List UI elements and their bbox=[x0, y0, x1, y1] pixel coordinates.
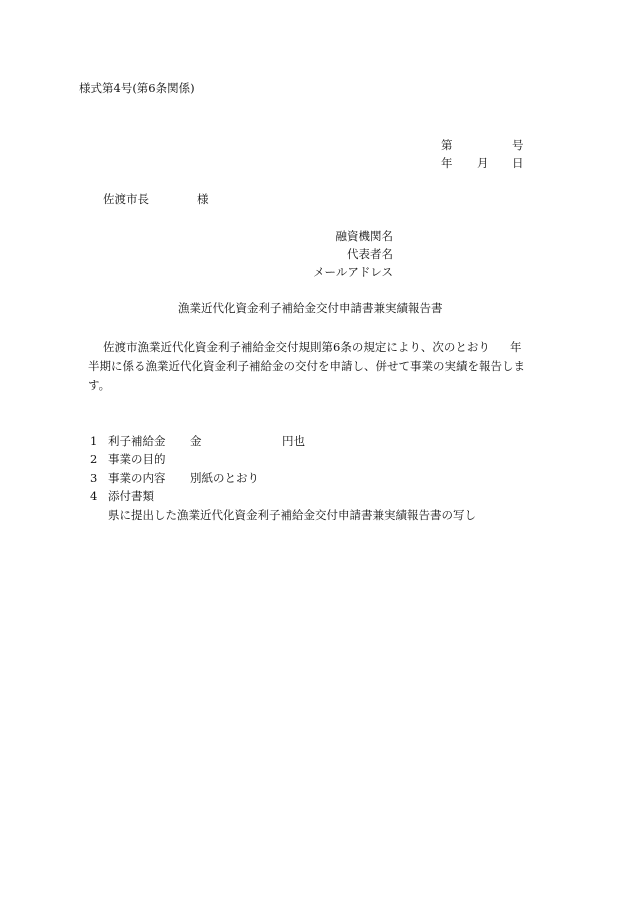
item-1-value-prefix: 金 bbox=[190, 434, 202, 448]
applicant-representative: 代表者名 bbox=[347, 247, 393, 261]
date-day: 日 bbox=[512, 156, 524, 170]
doc-number-prefix: 第 bbox=[441, 138, 453, 152]
body-line-2: 半期に係る漁業近代化資金利子補給金の交付を申請し、併せて事業の実績を報告しま bbox=[88, 359, 525, 373]
item-3-label: 事業の内容 bbox=[108, 471, 166, 485]
applicant-institution: 融資機関名 bbox=[335, 229, 393, 243]
applicant-email: メールアドレス bbox=[313, 265, 393, 279]
body-line-1: 佐渡市漁業近代化資金利子補給金交付規則第6条の規定により、次のとおり bbox=[103, 340, 490, 354]
form-label: 様式第4号(第6条関係) bbox=[79, 81, 195, 95]
item-3-value: 別紙のとおり bbox=[190, 471, 259, 485]
date-month: 月 bbox=[477, 156, 489, 170]
attachment-detail: 県に提出した漁業近代化資金利子補給金交付申請書兼実績報告書の写し bbox=[108, 508, 476, 522]
item-2-number: 2 bbox=[90, 452, 98, 466]
item-4-label: 添付書類 bbox=[108, 489, 154, 503]
doc-number-suffix: 号 bbox=[512, 138, 524, 152]
item-1-label: 利子補給金 bbox=[108, 434, 166, 448]
item-3-number: 3 bbox=[90, 471, 98, 485]
item-1-value-suffix: 円也 bbox=[282, 434, 305, 448]
item-1-number: 1 bbox=[90, 434, 98, 448]
body-line-1-year: 年 bbox=[510, 340, 522, 354]
addressee-name: 佐渡市長 bbox=[103, 192, 149, 206]
item-4-number: 4 bbox=[90, 489, 98, 503]
addressee-honorific: 様 bbox=[197, 192, 209, 206]
document-title: 漁業近代化資金利子補給金交付申請書兼実績報告書 bbox=[178, 301, 443, 315]
body-line-3: す。 bbox=[88, 378, 111, 392]
date-year: 年 bbox=[441, 156, 453, 170]
item-2-label: 事業の目的 bbox=[108, 452, 166, 466]
